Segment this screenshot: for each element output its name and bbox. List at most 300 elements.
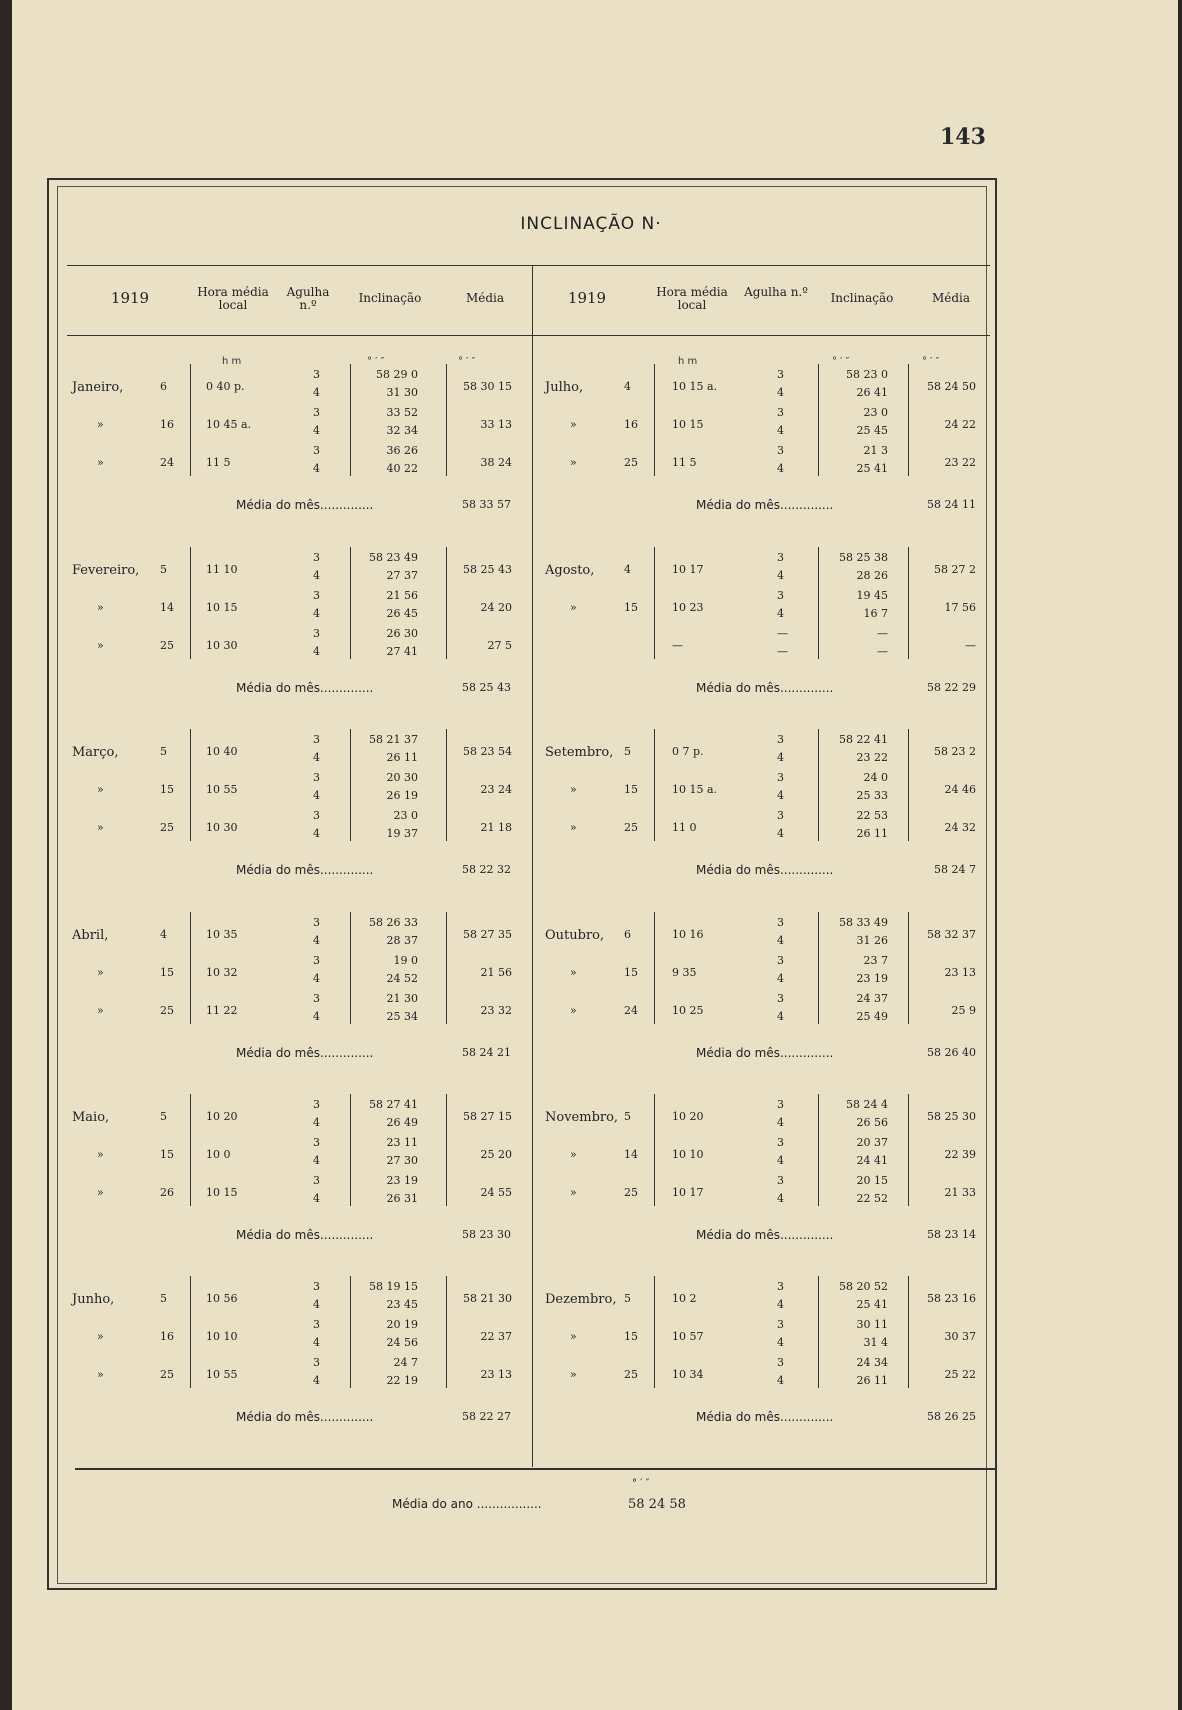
mean-cell: 25 20 — [480, 1148, 512, 1161]
mean-cell: 23 24 — [480, 783, 512, 796]
mean-cell: 21 18 — [480, 821, 512, 834]
inclination-cell: 58 33 49 — [839, 916, 888, 929]
inclination-cell: 21 3 — [863, 444, 888, 457]
header-hour-right: Hora média local — [656, 285, 728, 312]
needle-cell: 4 — [777, 424, 784, 437]
mean-cell: 58 21 30 — [463, 1292, 512, 1305]
inclination-cell: 23 22 — [856, 751, 888, 764]
day-cell: 4 — [624, 380, 631, 393]
ditto-mark: » — [570, 1148, 577, 1161]
needle-cell: 4 — [777, 1154, 784, 1167]
hour-cell: 10 17 — [672, 1186, 704, 1199]
day-cell: 5 — [160, 563, 167, 576]
hour-cell: 10 35 — [206, 928, 238, 941]
inclination-cell: 36 26 — [386, 444, 418, 457]
inclination-cell: 20 30 — [386, 771, 418, 784]
inclination-cell: 26 11 — [386, 751, 418, 764]
hour-cell: 10 20 — [672, 1110, 704, 1123]
needle-cell: 3 — [777, 1136, 784, 1149]
unit-dms-right-incl: ° ′ ″ — [832, 356, 850, 367]
month-mean-label-text: Média do mês — [696, 681, 780, 695]
month-mean-label: Média do mês.............. — [236, 1046, 374, 1060]
needle-cell: 4 — [313, 607, 320, 620]
hour-cell: 10 15 a. — [672, 380, 718, 393]
needle-cell: 3 — [777, 1318, 784, 1331]
hour-cell: 11 0 — [672, 821, 697, 834]
hour-cell: 11 5 — [672, 456, 697, 469]
month-mean-label: Média do mês.............. — [236, 498, 374, 512]
ditto-mark: » — [97, 783, 104, 796]
header-mean-right: Média — [931, 291, 971, 305]
mean-rule — [446, 547, 447, 659]
month-mean-label: Média do mês.............. — [696, 1410, 834, 1424]
year-rule — [75, 1468, 997, 1470]
needle-cell: 3 — [777, 551, 784, 564]
mean-rule — [446, 364, 447, 476]
year-mean-value: 58 24 58 — [628, 1497, 686, 1512]
inclination-cell: 24 0 — [863, 771, 888, 784]
hour-cell: 10 10 — [672, 1148, 704, 1161]
inclination-cell: 24 56 — [386, 1336, 418, 1349]
mean-rule — [908, 1276, 909, 1388]
header-top-rule — [67, 265, 990, 266]
month-mean-label: Média do mês.............. — [236, 681, 374, 695]
day-cell: 25 — [624, 1186, 638, 1199]
year-mean-label: Média do ano ................. — [392, 1497, 542, 1511]
needle-cell: 4 — [313, 751, 320, 764]
needle-cell: 3 — [313, 589, 320, 602]
mean-cell: 58 25 30 — [927, 1110, 976, 1123]
ditto-mark: » — [570, 783, 577, 796]
inclination-cell: 27 37 — [386, 569, 418, 582]
hour-cell: 10 40 — [206, 745, 238, 758]
hour-cell: 10 15 — [672, 418, 704, 431]
day-cell: 26 — [160, 1186, 174, 1199]
needle-cell: 4 — [313, 972, 320, 985]
hour-cell: 10 32 — [206, 966, 238, 979]
inclination-rule — [350, 547, 351, 659]
mean-cell: 58 27 35 — [463, 928, 512, 941]
year-unit: ° ′ ″ — [632, 1478, 650, 1489]
mean-cell: 58 27 2 — [934, 563, 976, 576]
ditto-mark: » — [570, 1186, 577, 1199]
mean-rule — [908, 547, 909, 659]
day-cell: 25 — [624, 456, 638, 469]
ditto-mark: » — [97, 456, 104, 469]
mean-cell: 23 13 — [944, 966, 976, 979]
inclination-cell: 58 23 0 — [846, 368, 888, 381]
unit-dms-left-mean: ° ′ ″ — [458, 356, 476, 367]
mean-cell: 58 25 43 — [463, 563, 512, 576]
needle-cell: 3 — [313, 627, 320, 640]
hour-cell: 10 15 — [206, 601, 238, 614]
month-mean-value: 58 33 57 — [462, 498, 511, 511]
needle-cell: 3 — [313, 771, 320, 784]
mean-cell: 58 23 2 — [934, 745, 976, 758]
hour-cell: 10 56 — [206, 1292, 238, 1305]
mean-cell: 24 46 — [944, 783, 976, 796]
day-cell: 5 — [160, 1110, 167, 1123]
inclination-cell: 22 52 — [856, 1192, 888, 1205]
needle-cell: 4 — [777, 751, 784, 764]
mean-cell: 38 24 — [480, 456, 512, 469]
month-mean-label-text: Média do mês — [696, 1228, 780, 1242]
month-mean-value: 58 25 43 — [462, 681, 511, 694]
header-mean-left: Média — [465, 291, 505, 305]
inclination-cell: 25 34 — [386, 1010, 418, 1023]
table-title: INCLINAÇÃO N· — [520, 214, 662, 234]
needle-cell: 3 — [777, 771, 784, 784]
hour-cell: 10 2 — [672, 1292, 697, 1305]
month-name: Julho, — [545, 380, 584, 395]
inclination-cell: 19 45 — [856, 589, 888, 602]
inclination-cell: 25 49 — [856, 1010, 888, 1023]
unit-hm-right: h m — [678, 356, 698, 367]
month-mean-value: 58 26 25 — [927, 1410, 976, 1423]
needle-cell: 3 — [313, 551, 320, 564]
inclination-cell: 28 26 — [856, 569, 888, 582]
inclination-cell: 19 0 — [393, 954, 418, 967]
hour-rule — [654, 547, 655, 659]
ditto-mark: » — [570, 601, 577, 614]
inclination-rule — [350, 1276, 351, 1388]
needle-cell: 4 — [313, 424, 320, 437]
needle-cell: 4 — [777, 607, 784, 620]
inclination-cell: 20 19 — [386, 1318, 418, 1331]
needle-cell: 3 — [777, 368, 784, 381]
inclination-cell: 58 26 33 — [369, 916, 418, 929]
needle-cell: 4 — [313, 827, 320, 840]
needle-cell: 4 — [777, 1374, 784, 1387]
inclination-cell: 24 41 — [856, 1154, 888, 1167]
mean-cell: 23 13 — [480, 1368, 512, 1381]
month-mean-label: Média do mês.............. — [696, 498, 834, 512]
mean-cell: 17 56 — [944, 601, 976, 614]
mean-cell: 33 13 — [480, 418, 512, 431]
inclination-cell: 31 30 — [386, 386, 418, 399]
needle-cell: 3 — [777, 809, 784, 822]
mean-rule — [908, 1094, 909, 1206]
day-cell: 24 — [624, 1004, 638, 1017]
ditto-mark: » — [97, 1004, 104, 1017]
month-name: Janeiro, — [72, 380, 124, 395]
inclination-cell: — — [877, 645, 888, 658]
hour-cell: 10 15 a. — [672, 783, 718, 796]
needle-cell: 3 — [313, 1318, 320, 1331]
needle-cell: 3 — [777, 1280, 784, 1293]
mean-cell: 58 23 54 — [463, 745, 512, 758]
needle-cell: 3 — [313, 1098, 320, 1111]
needle-cell: 3 — [777, 733, 784, 746]
hour-cell: 11 5 — [206, 456, 231, 469]
inclination-cell: 33 52 — [386, 406, 418, 419]
column-separator — [532, 265, 533, 1467]
month-mean-value: 58 24 11 — [927, 498, 976, 511]
month-name: Fevereiro, — [72, 563, 140, 578]
month-mean-value: 58 24 21 — [462, 1046, 511, 1059]
header-year-left: 1919 — [110, 289, 150, 307]
hour-cell: 10 10 — [206, 1330, 238, 1343]
day-cell: 16 — [160, 1330, 174, 1343]
needle-cell: 4 — [777, 1010, 784, 1023]
needle-cell: 4 — [777, 1116, 784, 1129]
needle-cell: 3 — [777, 444, 784, 457]
hour-rule — [654, 912, 655, 1024]
needle-cell: 3 — [313, 1174, 320, 1187]
needle-cell: 4 — [313, 1192, 320, 1205]
month-mean-label-text: Média do mês — [696, 1046, 780, 1060]
inclination-cell: 31 26 — [856, 934, 888, 947]
month-mean-value: 58 24 7 — [934, 863, 976, 876]
hour-cell: 10 55 — [206, 1368, 238, 1381]
month-mean-label: Média do mês.............. — [236, 863, 374, 877]
ditto-mark: » — [97, 1330, 104, 1343]
inclination-cell: 20 37 — [856, 1136, 888, 1149]
needle-cell: 3 — [777, 406, 784, 419]
mean-cell: 25 9 — [951, 1004, 976, 1017]
inclination-cell: 58 21 37 — [369, 733, 418, 746]
needle-cell: 4 — [313, 569, 320, 582]
needle-cell: 3 — [313, 954, 320, 967]
month-mean-label: Média do mês.............. — [696, 1228, 834, 1242]
ditto-mark: » — [570, 1368, 577, 1381]
mean-rule — [446, 1094, 447, 1206]
needle-cell: 4 — [313, 1374, 320, 1387]
hour-cell: 10 30 — [206, 639, 238, 652]
ditto-mark: » — [570, 418, 577, 431]
hour-cell: 10 15 — [206, 1186, 238, 1199]
mean-rule — [446, 729, 447, 841]
inclination-cell: 58 22 41 — [839, 733, 888, 746]
month-mean-value: 58 22 32 — [462, 863, 511, 876]
mean-cell: 22 39 — [944, 1148, 976, 1161]
day-cell: 15 — [624, 966, 638, 979]
hour-cell: 0 40 p. — [206, 380, 245, 393]
header-inclination-right: Inclinação — [830, 291, 894, 305]
unit-hm-left: h m — [222, 356, 242, 367]
inclination-rule — [350, 912, 351, 1024]
inclination-cell: 23 0 — [863, 406, 888, 419]
month-mean-value: 58 23 14 — [927, 1228, 976, 1241]
inclination-cell: 25 45 — [856, 424, 888, 437]
inclination-cell: 58 25 38 — [839, 551, 888, 564]
mean-cell: 23 22 — [944, 456, 976, 469]
mean-cell: 21 56 — [480, 966, 512, 979]
inclination-cell: 28 37 — [386, 934, 418, 947]
mean-cell: 58 32 37 — [927, 928, 976, 941]
day-cell: 5 — [160, 1292, 167, 1305]
mean-rule — [446, 1276, 447, 1388]
ditto-mark: » — [97, 1186, 104, 1199]
needle-cell: 3 — [313, 916, 320, 929]
hour-cell: 10 57 — [672, 1330, 704, 1343]
inclination-cell: 20 15 — [856, 1174, 888, 1187]
mean-cell: 22 37 — [480, 1330, 512, 1343]
hour-cell: 10 0 — [206, 1148, 231, 1161]
inclination-cell: 27 30 — [386, 1154, 418, 1167]
day-cell: 5 — [624, 1292, 631, 1305]
day-cell: 15 — [624, 601, 638, 614]
needle-cell: 3 — [777, 992, 784, 1005]
hour-cell: 9 35 — [672, 966, 697, 979]
mean-rule — [908, 364, 909, 476]
mean-rule — [908, 912, 909, 1024]
inclination-cell: 24 37 — [856, 992, 888, 1005]
needle-cell: 3 — [777, 916, 784, 929]
day-cell: 25 — [160, 1368, 174, 1381]
needle-cell: 4 — [313, 1298, 320, 1311]
day-cell: 14 — [160, 601, 174, 614]
month-mean-label-text: Média do mês — [236, 1410, 320, 1424]
inclination-cell: 26 11 — [856, 827, 888, 840]
inclination-cell: 58 23 49 — [369, 551, 418, 564]
inclination-cell: 25 33 — [856, 789, 888, 802]
inclination-cell: — — [877, 627, 888, 640]
month-name: Junho, — [72, 1292, 115, 1307]
month-mean-label-text: Média do mês — [236, 498, 320, 512]
needle-cell: 4 — [313, 1336, 320, 1349]
month-name: Maio, — [72, 1110, 110, 1125]
mean-cell: 58 27 15 — [463, 1110, 512, 1123]
inclination-cell: 26 19 — [386, 789, 418, 802]
needle-cell: 3 — [777, 1174, 784, 1187]
month-name: Dezembro, — [545, 1292, 617, 1307]
hour-cell: 10 25 — [672, 1004, 704, 1017]
ditto-mark: » — [570, 966, 577, 979]
inclination-cell: 58 29 0 — [376, 368, 418, 381]
month-name: Setembro, — [545, 745, 614, 760]
month-mean-value: 58 22 29 — [927, 681, 976, 694]
day-cell: 15 — [624, 1330, 638, 1343]
inclination-rule — [818, 364, 819, 476]
header-needle-left: Agulha n.º — [286, 285, 330, 312]
hour-rule — [190, 364, 191, 476]
mean-rule — [908, 729, 909, 841]
needle-cell: 4 — [313, 1010, 320, 1023]
inclination-cell: 23 45 — [386, 1298, 418, 1311]
month-mean-label: Média do mês.............. — [696, 681, 834, 695]
day-cell: 24 — [160, 456, 174, 469]
inclination-rule — [350, 1094, 351, 1206]
hour-cell: 0 7 p. — [672, 745, 704, 758]
inclination-rule — [818, 912, 819, 1024]
day-cell: 4 — [624, 563, 631, 576]
header-bottom-rule — [67, 335, 990, 336]
needle-cell: 3 — [313, 406, 320, 419]
inclination-rule — [350, 729, 351, 841]
page-number: 143 — [940, 124, 986, 150]
inclination-cell: 40 22 — [386, 462, 418, 475]
needle-cell: 3 — [777, 589, 784, 602]
hour-rule — [190, 1094, 191, 1206]
needle-cell: 3 — [777, 1098, 784, 1111]
needle-cell: 3 — [313, 809, 320, 822]
needle-cell: 4 — [313, 934, 320, 947]
mean-cell: — — [965, 639, 976, 652]
needle-cell: 4 — [777, 972, 784, 985]
inclination-cell: 22 53 — [856, 809, 888, 822]
inclination-cell: 25 41 — [856, 1298, 888, 1311]
day-cell: 15 — [624, 783, 638, 796]
inclination-cell: 26 49 — [386, 1116, 418, 1129]
hour-rule — [190, 547, 191, 659]
needle-cell: — — [777, 645, 788, 658]
inclination-cell: 23 19 — [386, 1174, 418, 1187]
hour-cell: 11 10 — [206, 563, 238, 576]
inclination-cell: 26 41 — [856, 386, 888, 399]
ditto-mark: » — [570, 1330, 577, 1343]
inclination-rule — [818, 1094, 819, 1206]
inclination-cell: 58 27 41 — [369, 1098, 418, 1111]
month-mean-label: Média do mês.............. — [236, 1410, 374, 1424]
day-cell: 15 — [160, 1148, 174, 1161]
month-name: Novembro, — [545, 1110, 619, 1125]
ditto-mark: » — [97, 821, 104, 834]
mean-cell: 24 55 — [480, 1186, 512, 1199]
header-year-right: 1919 — [567, 289, 607, 307]
hour-rule — [654, 1276, 655, 1388]
inclination-cell: 58 24 4 — [846, 1098, 888, 1111]
hour-rule — [190, 729, 191, 841]
inclination-cell: 23 7 — [863, 954, 888, 967]
month-mean-value: 58 22 27 — [462, 1410, 511, 1423]
day-cell: 6 — [624, 928, 631, 941]
needle-cell: 3 — [313, 1280, 320, 1293]
inclination-cell: 19 37 — [386, 827, 418, 840]
hour-rule — [190, 912, 191, 1024]
month-mean-label-text: Média do mês — [236, 863, 320, 877]
inclination-rule — [350, 364, 351, 476]
mean-cell: 21 33 — [944, 1186, 976, 1199]
ditto-mark: » — [570, 1004, 577, 1017]
day-cell: 25 — [160, 639, 174, 652]
inclination-cell: 30 11 — [856, 1318, 888, 1331]
needle-cell: 4 — [313, 789, 320, 802]
ditto-mark: » — [97, 418, 104, 431]
needle-cell: 4 — [777, 386, 784, 399]
ditto-mark: » — [97, 966, 104, 979]
month-mean-label-text: Média do mês — [696, 498, 780, 512]
day-cell: 25 — [160, 821, 174, 834]
mean-cell: 58 30 15 — [463, 380, 512, 393]
inclination-cell: 21 56 — [386, 589, 418, 602]
inclination-cell: 58 19 15 — [369, 1280, 418, 1293]
mean-cell: 58 24 50 — [927, 380, 976, 393]
month-mean-label: Média do mês.............. — [696, 1046, 834, 1060]
inclination-cell: 24 34 — [856, 1356, 888, 1369]
mean-cell: 24 22 — [944, 418, 976, 431]
needle-cell: 3 — [777, 1356, 784, 1369]
ditto-mark: » — [570, 456, 577, 469]
header-needle-right: Agulha n.º — [744, 285, 808, 299]
month-mean-value: 58 23 30 — [462, 1228, 511, 1241]
header-inclination-left: Inclinação — [358, 291, 422, 305]
hour-cell: 10 30 — [206, 821, 238, 834]
needle-cell: 4 — [313, 386, 320, 399]
inclination-cell: 25 41 — [856, 462, 888, 475]
inclination-cell: 27 41 — [386, 645, 418, 658]
day-cell: 25 — [160, 1004, 174, 1017]
day-cell: 6 — [160, 380, 167, 393]
mean-cell: 24 32 — [944, 821, 976, 834]
hour-cell: 10 34 — [672, 1368, 704, 1381]
ditto-mark: » — [97, 601, 104, 614]
ditto-mark: » — [97, 1368, 104, 1381]
inclination-cell: 26 11 — [856, 1374, 888, 1387]
hour-cell: 10 16 — [672, 928, 704, 941]
inclination-cell: 22 19 — [386, 1374, 418, 1387]
needle-cell: 3 — [313, 368, 320, 381]
